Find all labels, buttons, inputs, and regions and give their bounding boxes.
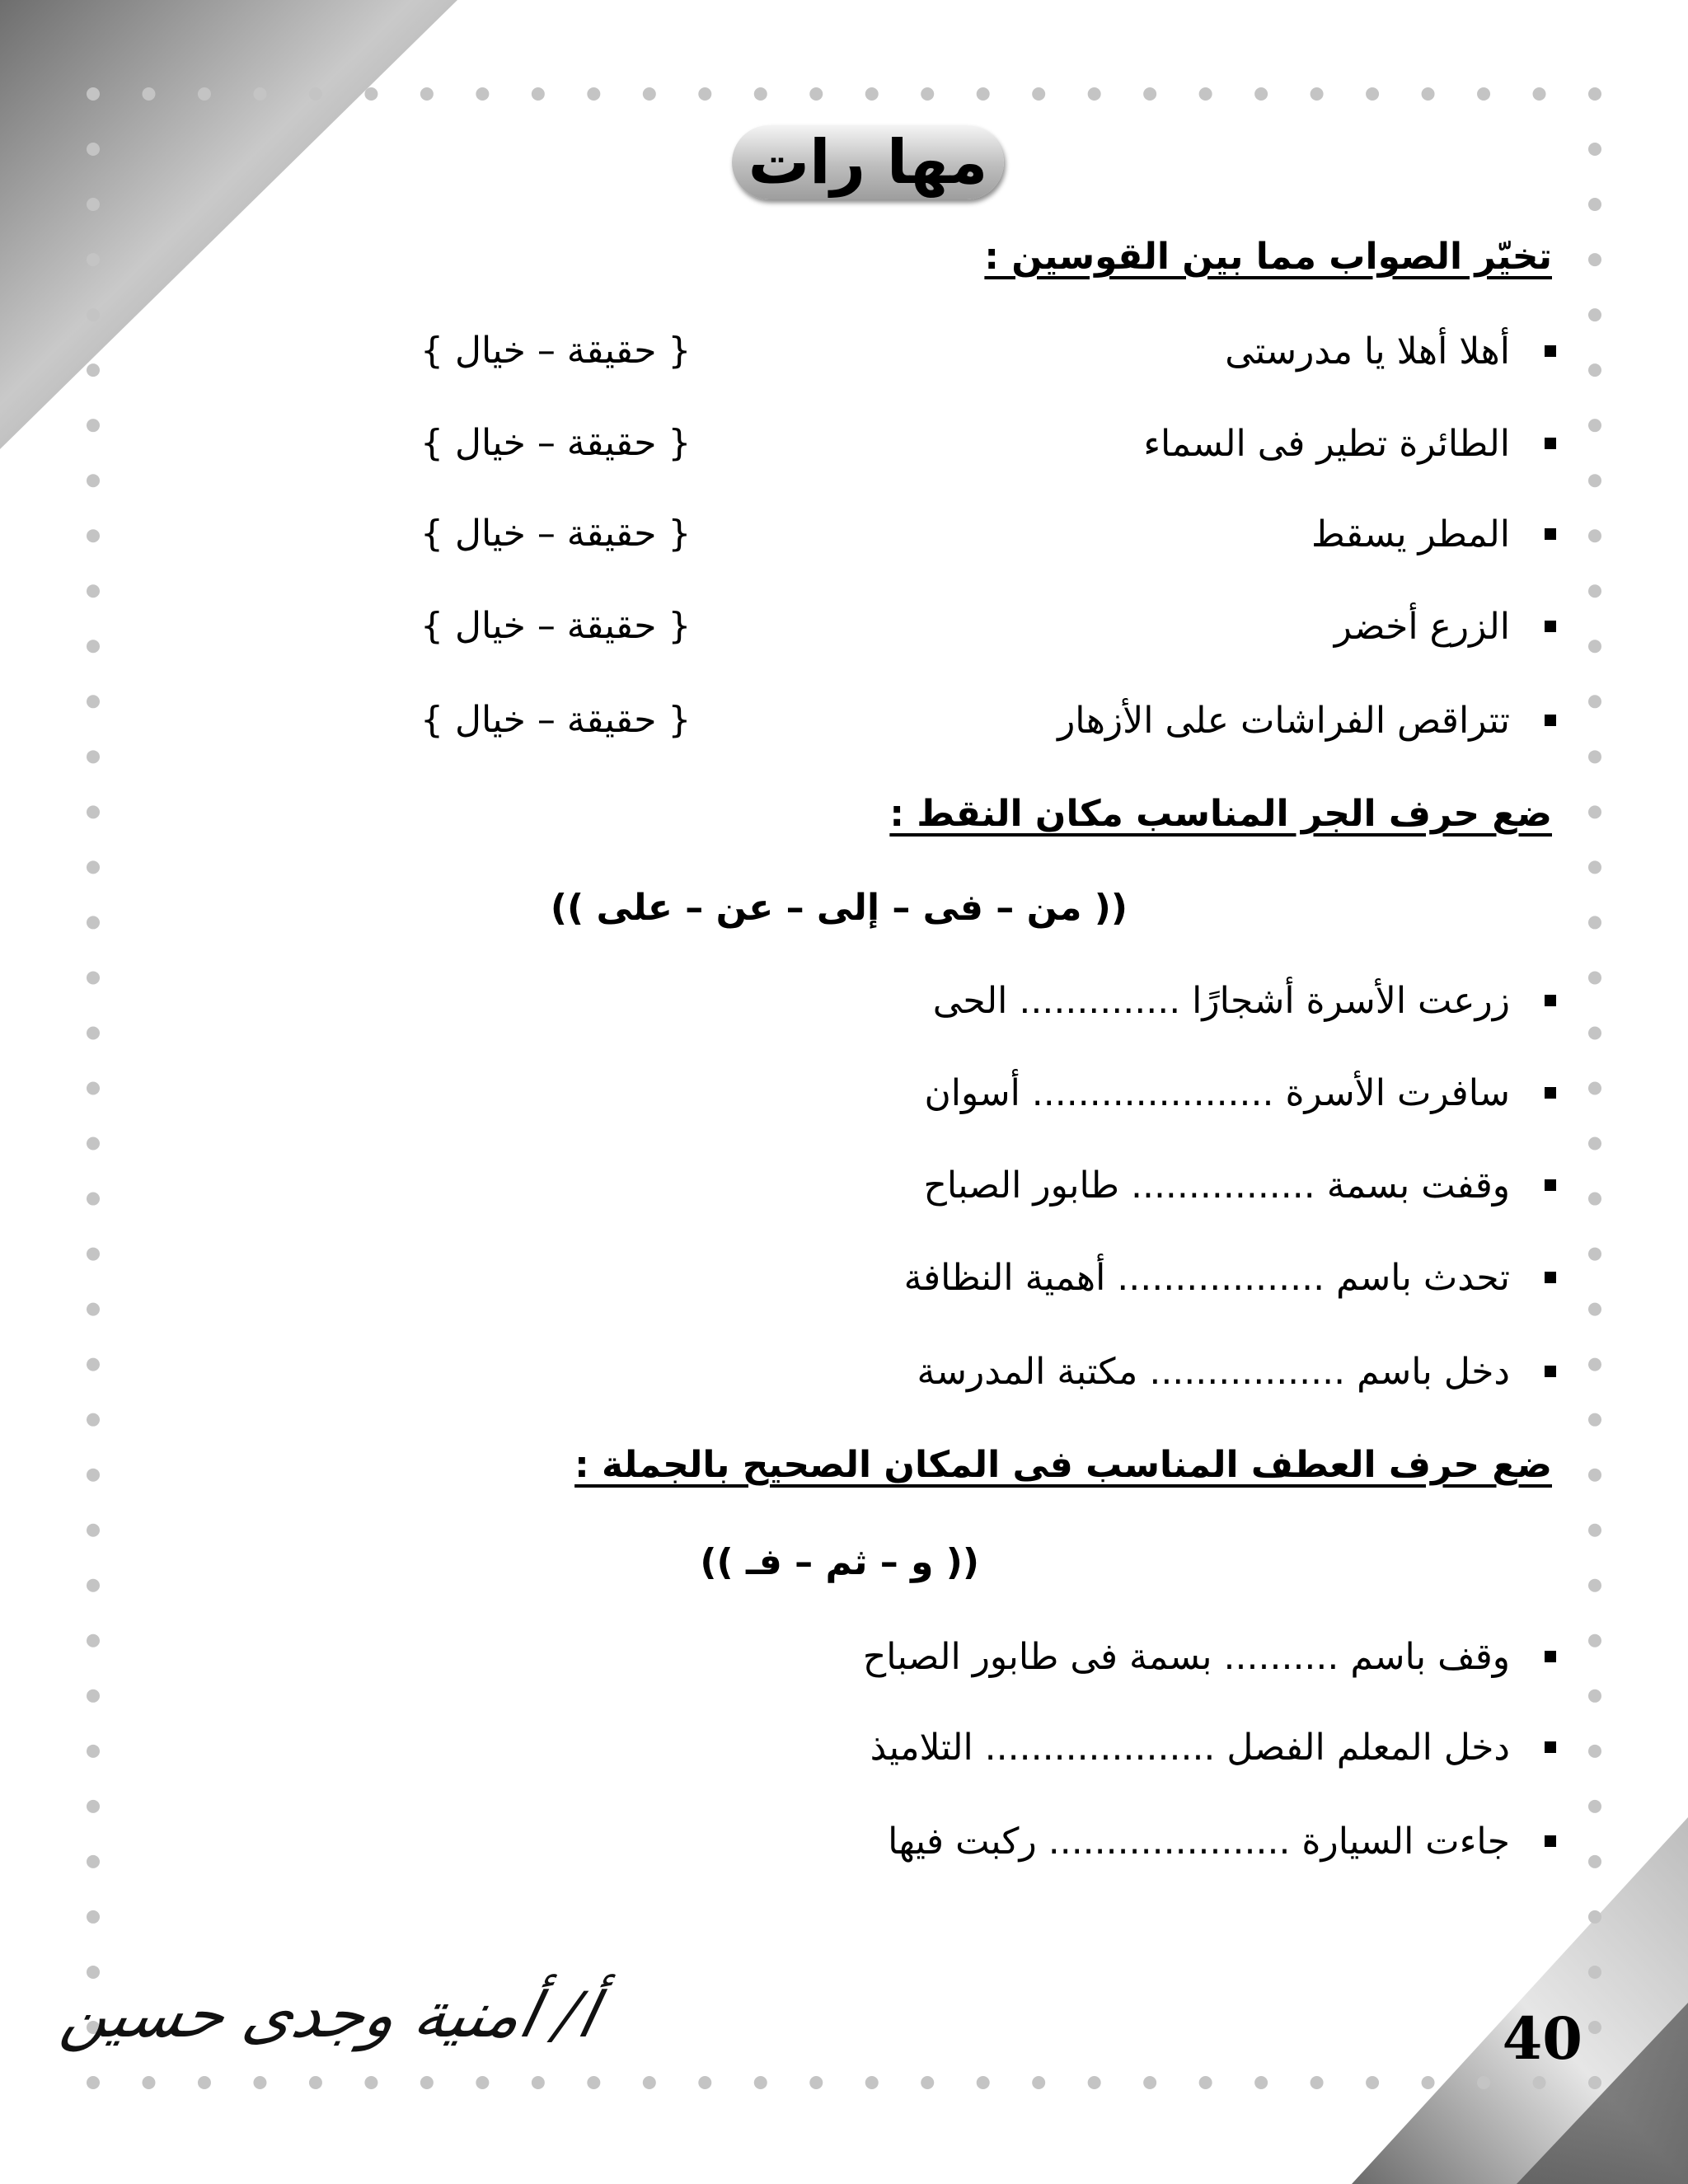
item-text: الزرع أخضر — [1334, 605, 1510, 648]
choice-brackets: { حقيقة – خيال } — [420, 422, 692, 464]
bullet-icon — [1545, 715, 1556, 726]
bullet-icon — [1545, 1741, 1556, 1753]
item-text: تتراقص الفراشات على الأزهار — [1057, 699, 1510, 742]
section-1-heading: تخيّر الصواب مما بين القوسين : — [984, 236, 1552, 278]
bullet-icon — [1545, 1366, 1556, 1377]
item-text: الطائرة تطير فى السماء — [1143, 422, 1510, 465]
section-3-heading: ضع حرف العطف المناسب فى المكان الصحيح بالجملة : — [574, 1444, 1552, 1486]
choice-brackets: { حقيقة – خيال } — [420, 605, 692, 647]
choice-brackets: { حقيقة – خيال } — [420, 330, 692, 372]
item-text: جاءت السيارة ..................... ركبت فيها — [888, 1820, 1510, 1863]
item-text: زرعت الأسرة أشجارًا .............. الحى — [932, 979, 1510, 1022]
section-1-item-4 — [1334, 602, 1556, 651]
bullet-icon — [1545, 438, 1556, 449]
item-text: المطر يسقط — [1311, 513, 1510, 555]
bullet-icon — [1545, 345, 1556, 357]
section-1-item-3 — [1311, 509, 1556, 559]
page-title: مها رات — [732, 125, 1004, 199]
bullet-icon — [1545, 1835, 1556, 1847]
section-2-options: (( من – فى – إلى – عن – على )) — [550, 887, 1128, 929]
section-1-item-1 — [1225, 326, 1556, 376]
choice-brackets: { حقيقة – خيال } — [420, 513, 692, 555]
item-text: سافرت الأسرة ..................... أسوان — [924, 1071, 1510, 1114]
bullet-icon — [1545, 1179, 1556, 1191]
item-text: وقف باسم .......... بسمة فى طابور الصباح — [862, 1635, 1510, 1678]
bullet-icon — [1545, 1272, 1556, 1283]
section-2-item-5 — [917, 1347, 1556, 1396]
section-2-item-4 — [904, 1253, 1556, 1302]
section-3-item-3 — [888, 1816, 1556, 1866]
item-text: دخل باسم ................. مكتبة المدرسة — [917, 1350, 1510, 1393]
item-text: وقفت بسمة ................ طابور الصباح — [923, 1164, 1510, 1207]
bullet-icon — [1545, 528, 1556, 540]
section-3-item-1 — [863, 1632, 1556, 1681]
section-2-item-2 — [924, 1068, 1556, 1118]
page-number: 40 — [1502, 2004, 1582, 2073]
bullet-icon — [1545, 621, 1556, 632]
bullet-icon — [1545, 1651, 1556, 1662]
item-text: تحدث باسم .................. أهمية النظافة — [903, 1256, 1510, 1299]
section-1-item-2 — [1143, 419, 1556, 468]
choice-brackets: { حقيقة – خيال } — [420, 699, 692, 741]
bullet-icon — [1545, 1087, 1556, 1099]
bullet-icon — [1545, 995, 1556, 1006]
item-text: دخل المعلم الفصل .................... التلاميذ — [870, 1726, 1510, 1769]
item-text: أهلا أهلا يا مدرستى — [1225, 330, 1510, 373]
section-2-item-1 — [933, 976, 1556, 1025]
section-1-item-5 — [1057, 696, 1556, 745]
section-2-item-3 — [923, 1160, 1556, 1210]
section-3-item-2 — [870, 1722, 1556, 1772]
section-3-options: (( و – ثم – فـ )) — [700, 1541, 979, 1583]
author-signature: أ/ أمنية وجدى حسين — [55, 1978, 604, 2051]
section-2-heading: ضع حرف الجر المناسب مكان النقط : — [889, 793, 1552, 835]
